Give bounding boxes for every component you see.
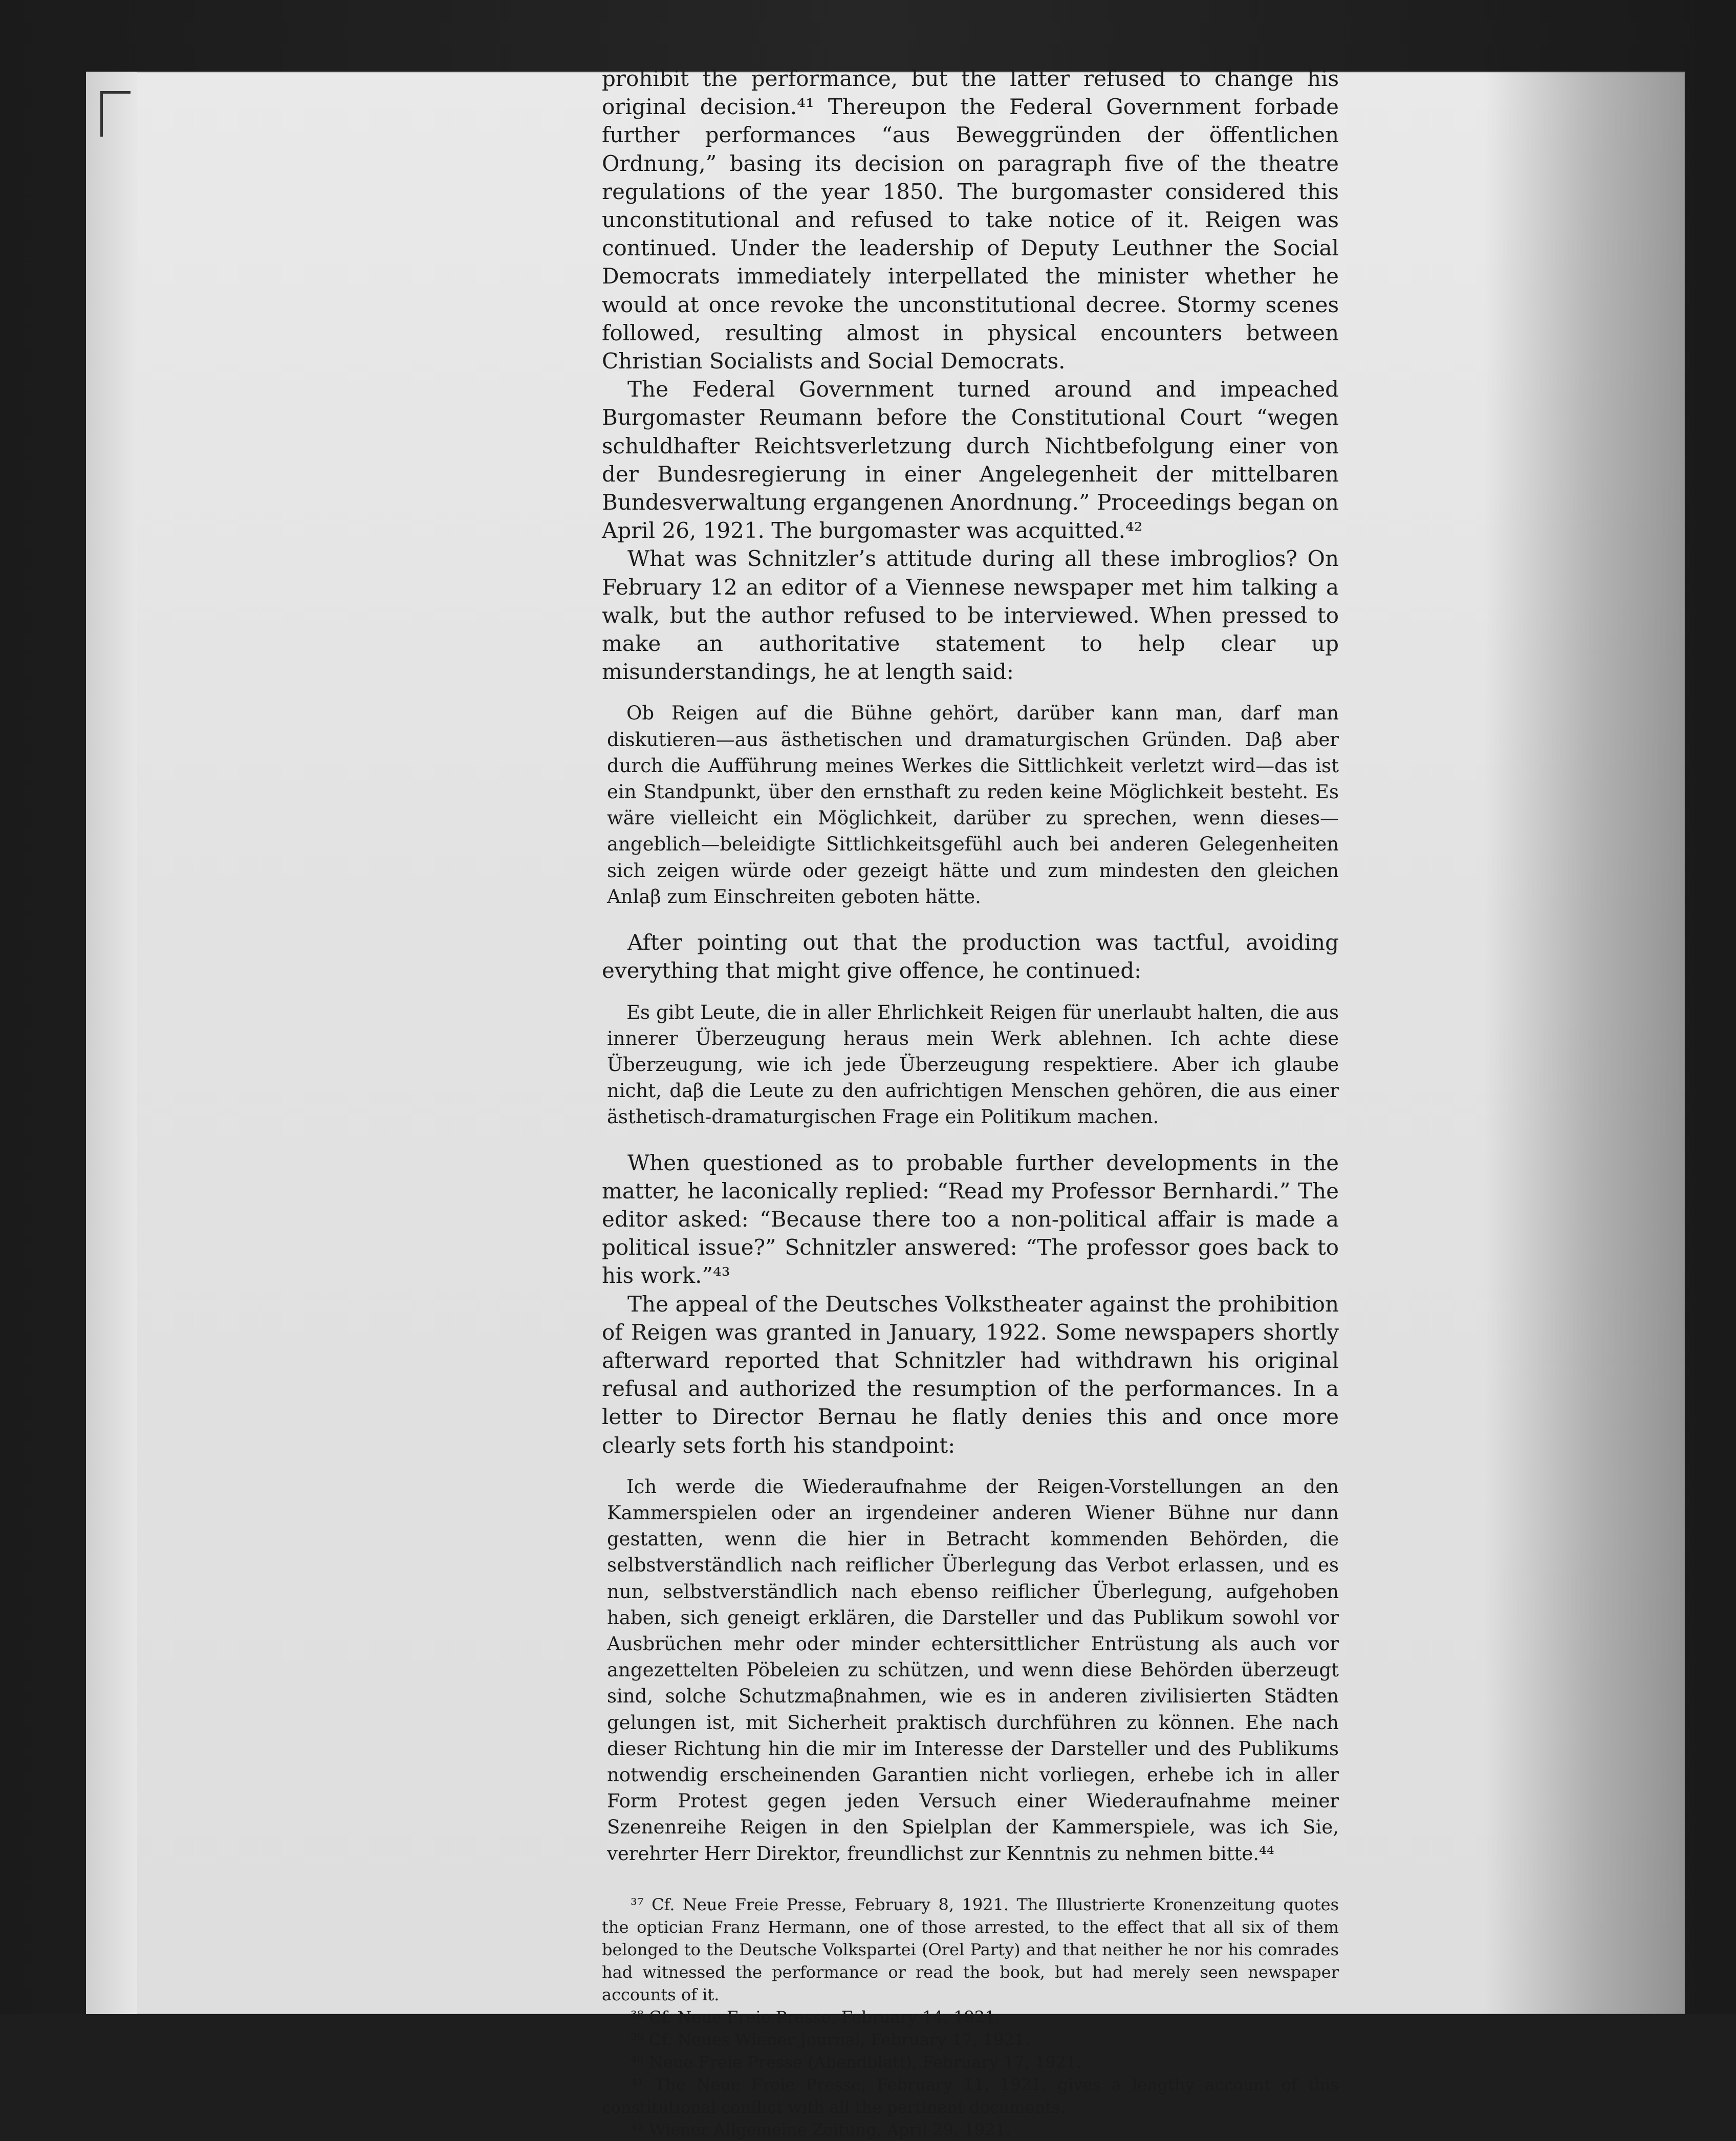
footnote: ⁴² Wiener Allgemeine Zeitung, April 29, 1921. <box>631 2120 1011 2139</box>
text-column <box>602 64 1339 2141</box>
body-paragraph: What was Schnitzler’s attitude during all these imbroglios? On February 12 an editor of a Viennese newspaper met him talking a walk, but the author refused to be interviewed. When pressed to make an authoritative statement to help clear up misunderstandings, he at length said: <box>602 546 1339 685</box>
block-quote: Ob Reigen auf die Bühne gehört, darüber kann man, darf man diskutieren—aus ästhetischen und dramaturgischen Gründen. Daβ aber durch die Aufführung meines Werkes die Sittlichkeit verletzt wird—das ist ein Standpunkt, über den ernsthaft zu reden keine Möglichkeit besteht. Es wäre vielleicht ein Möglichkeit, darüber zu sprechen, wenn dieses—angeblich—beleidigte Sittlichkeitsgefühl auch bei anderen Gelegenheiten sich zeigen würde oder gezeigt hätte und zum mindesten den gleichen Anlaβ zum Einschreiten geboten hätte. <box>607 702 1339 908</box>
footnote: ³⁷ Cf. Neue Freie Presse, February 8, 1921. The Illustrierte Kronenzeitung quotes the optician Franz Hermann, one of those arrested, to the effect that all six of them belonged to the Deutsche Volkspartei (Orel Party) and that neither he nor his comrades had witnessed the performance or read the book, but had merely seen newspaper accounts of it. <box>602 1894 1339 2004</box>
footnotes <box>602 1893 1339 2141</box>
body-paragraph: The appeal of the Deutsches Volkstheater against the prohibition of Reigen was granted in January, 1922. Some newspapers shortly afterward reported that Schnitzler had withdrawn his original refusal and authorized the resumption of the performances. In a letter to Director Bernau he flatly denies this and once more clearly sets forth his standpoint: <box>602 1291 1339 1458</box>
body-paragraph: The Federal Government turned around and impeached Burgomaster Reumann before the Constitutional Court “wegen schuldhafter Reichtsverletzung durch Nichtbefolgung einer von der Bundesregierung in einer Angelegenheit der mittelbaren Bundesverwaltung ergangenen Anordnung.” Proceedings began on April 26, 1921. The burgomaster was acquitted.⁴² <box>602 377 1339 543</box>
page-margin-strip <box>86 72 137 2014</box>
footnote: ³⁸ Cf. Neue Freie Presse, February 14, 1921. <box>631 2007 1001 2027</box>
crop-corner-mark <box>100 91 131 137</box>
body-paragraph: After pointing out that the production was tactful, avoiding everything that might give offence, he continued: <box>602 930 1339 984</box>
page-edge-shadow <box>1484 72 1685 2014</box>
footnote: ⁴⁰ Neue Freie Presse (Abendblatt), February 17, 1921. <box>631 2052 1082 2072</box>
footnote: ³⁹ Cf. Neues Wiener Journal, February 17, 1921. <box>631 2029 1030 2049</box>
block-quote: Es gibt Leute, die in aller Ehrlichkeit Reigen für unerlaubt halten, die aus innerer Überzeugung heraus mein Werk ablehnen. Ich achte diese Überzeugung, wie ich jede Überzeugung respektiere. Aber ich glaube nicht, daβ die Leute zu den aufrichtigen Menschen gehören, die aus einer ästhetisch-dramaturgischen Frage ein Politikum machen. <box>607 1001 1339 1128</box>
body-paragraph: When questioned as to probable further developments in the matter, he laconically replied: “Read my Professor Bernhardi.” The editor asked: “Because there too a non-political affair is made a political issue?” Schnitzler answered: “The professor goes back to his work.”⁴³ <box>602 1150 1339 1288</box>
block-quote: Ich werde die Wiederaufnahme der Reigen-Vorstellungen an den Kammerspielen oder an irgendeiner anderen Wiener Bühne nur dann gestatten, wenn die hier in Betracht kommenden Behörden, die selbstverständlich nach reiflicher Überlegung das Verbot erlassen, und es nun, selbstverständlich nach ebenso reiflicher Überlegung, aufgehoben haben, sich geneigt erklären, die Darsteller und das Publikum sowohl vor Ausbrüchen mehr oder minder echtersittlicher Entrüstung als auch vor angezettelten Pöbeleien zu schützen, und wenn diese Behörden überzeugt sind, solche Schutzmaβnahmen, wie es in anderen zivilisierten Städten gelungen ist, mit Sicherheit praktisch durchführen zu können. Ehe nach dieser Richtung hin die mir im Interesse der Darsteller und des Publikums notwendig erscheinenden Garantien nicht vorliegen, erhebe ich in aller Form Protest gegen jeden Versuch einer Wiederaufnahme meiner Szenenreihe Reigen in den Spielplan der Kammerspiele, was ich Sie, verehrter Herr Direktor, freundlichst zur Kenntnis zu nehmen bitte.⁴⁴ <box>607 1475 1339 1865</box>
footnote: ⁴¹ The Neue Freie Presse, February 11, 1921, gives a lengthy account of this constitutional conflict with all the pertinent documents. <box>602 2074 1339 2117</box>
body-paragraph: prohibit the performance, but the latter refused to change his original decision.⁴¹ Thereupon the Federal Government forbade further performances “aus Beweggründen der öffentlichen Ordnung,” basing its decision on paragraph five of the theatre regulations of the year 1850. The burgomaster considered this unconstitutional and refused to take notice of it. Reigen was continued. Under the leadership of Deputy Leuthner the Social Democrats immediately interpellated the minister whether he would at once revoke the unconstitutional decree. Stormy scenes followed, resulting almost in physical encounters between Christian Socialists and Social Democrats. <box>602 66 1339 374</box>
